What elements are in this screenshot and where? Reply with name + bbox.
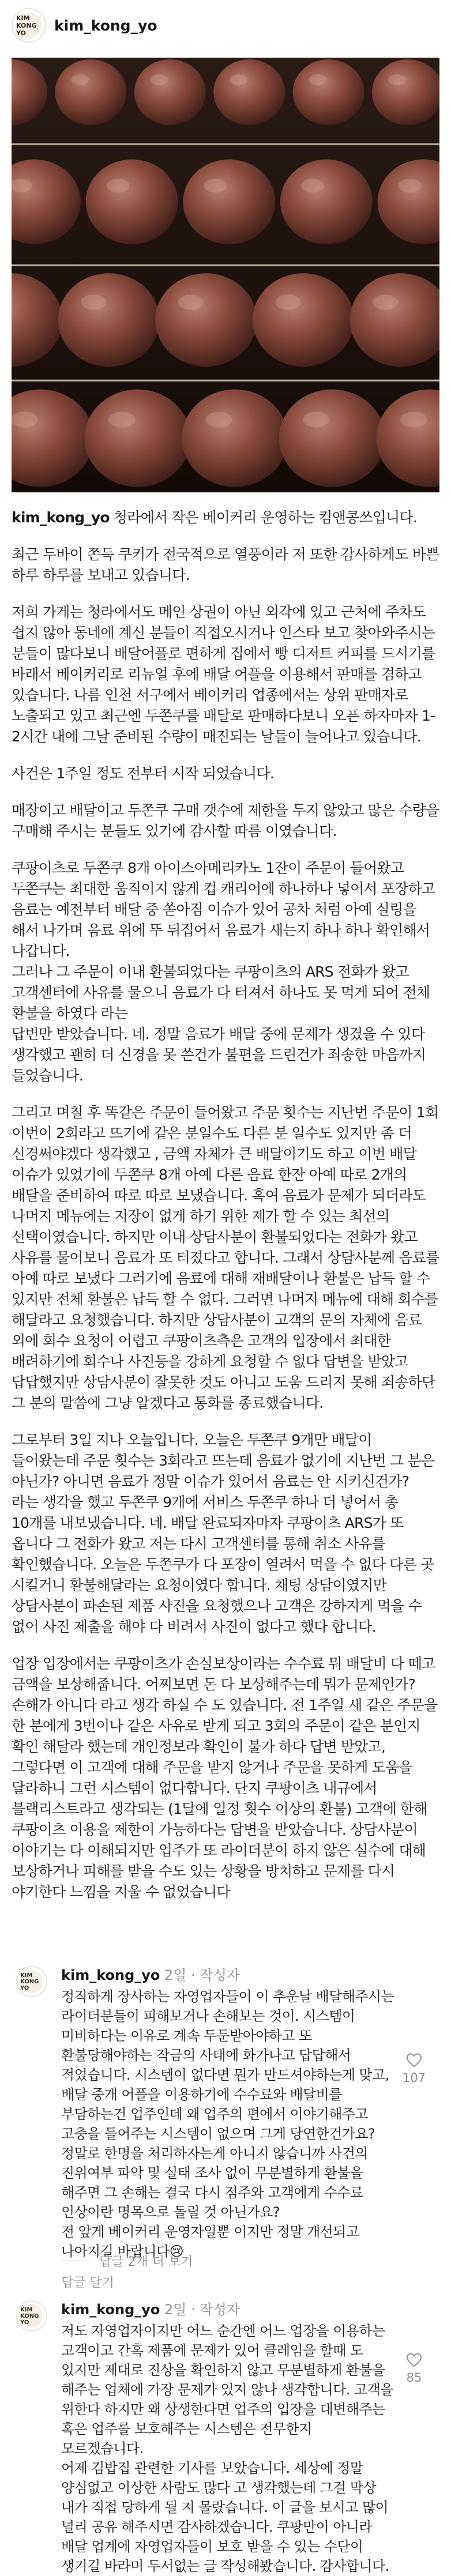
comment-time: 2일 · 작성자 [164, 1967, 240, 1983]
bun-highlight [204, 179, 227, 193]
bun-highlight [230, 74, 247, 85]
bun-highlight [301, 179, 324, 193]
caption-paragraph-intro [12, 507, 439, 528]
bakery-logo-icon [20, 1970, 43, 1993]
bun-highlight [303, 412, 329, 428]
bakery-logo-icon [20, 2304, 43, 2328]
comment-meta [61, 1966, 396, 1984]
bread-bun [182, 389, 288, 487]
like-count: 107 [402, 2071, 426, 2085]
bread-bun [253, 273, 354, 367]
avatar[interactable] [12, 8, 46, 43]
avatar-logo-text: KIM KONG YO [20, 1972, 39, 1991]
heart-icon [406, 2352, 422, 2367]
bread-bun [85, 389, 191, 487]
caption-paragraph: 매장이고 배달이고 두쫀쿠 구매 갯수에 제한을 두지 않았고 많은 수량을 구매해 주시는 분들도 있기에 감사할 따름 이였습니다. [12, 802, 439, 839]
bun-highlight [178, 295, 204, 310]
caption-username[interactable]: kim_kong_yo [12, 509, 110, 526]
avatar-logo-text: KIM KONG YO [20, 2306, 39, 2326]
comment-avatar[interactable] [16, 1966, 47, 1997]
view-replies-label: 답글 2개 더 보기 [99, 2255, 193, 2269]
bun-highlight [309, 74, 327, 85]
caption-text: 청라에서 작은 베이커리 운영하는 킴앤콩쓰입니다. [113, 509, 417, 526]
post-header [0, 0, 451, 51]
bread-bun [58, 273, 160, 367]
comment-body [61, 2300, 396, 2576]
bun-highlight [400, 412, 427, 428]
bread-bun [183, 159, 275, 244]
comment [12, 1966, 439, 2290]
comment-body [61, 1966, 396, 2291]
like-button[interactable] [397, 2352, 431, 2385]
bread-bun [293, 59, 364, 125]
comment-avatar[interactable] [16, 2300, 47, 2332]
bun-highlight [71, 74, 89, 85]
username[interactable]: kim_kong_yo [54, 17, 157, 34]
bread-bun [280, 159, 373, 244]
caption-paragraph: 업장 입장에서는 쿠팡이츠가 손실보상이라는 수수료 뭐 배달비 다 떼고 금액을 보상해줍니다. 어찌보면 돈 다 보상해주는데 뭐가 문제인가? 손해가 아니다 라고 생각 하실 수 도 있습니다. 전 1주일 새 같은 주문을 한 분에게 3번이나 같은 사유로 받게 되고 3회의 주문이 같은 분인지 확인 해달라 했는데 개인정보라 확인이 불가 하다 답변 받았고, 그렇다면 이 고객에 대해 주문을 받지 않거나 주문을 못하게 도움을 달라하니 그런 시스템이 없다합니다. 단지 쿠팡이츠 내규에서 블랙리스트라고 생각되는 (1달에 일정 횟수 이상의 환불) 고객에 한해 쿠팡이츠 이용을 제한이 가능하다는 답변을 받았습니다. 상담사분이 이야기는 다 이해되지만 업주가 또 라이더분이 하지 않은 실수에 대해 보상하거나 피해를 받을 수도 있는 상황을 방치하고 문제를 다시 야기한다 느낌을 지울 수 없었습니다 [12, 1655, 438, 1900]
bun-highlight [12, 412, 37, 428]
bread-bun [155, 273, 257, 367]
comment-time: 2일 · 작성자 [164, 2302, 240, 2318]
bun-highlight [373, 295, 398, 310]
view-more-replies[interactable] [61, 2252, 193, 2270]
comment-text: 정직하게 장사하는 자영업자들이 이 추운날 배달해주시는 라이더분들이 피해보거나 손해보는 것이. 시스템이 미비하다는 이유로 계속 두둔받아야하고 또 환불당해야하는 작금의 사태에 화가나고 답답해서 적었습니다. 시스템이 없다면 뭔가 만드셔야하는게 맞고, 배달 중개 어플을 이용하기에 수수료와 배달비를 부담하는건 업주인데 왜 업주의 편에서 이야기해주고 고충을 들어주는 시스템이 없으며 그게 당연한건가요? 정말로 한명을 처리하자는게 아니지 않습니까 사건의 진위여부 파악 및 실태 조사 없이 무분별하게 환불을 해주면 그 손해는 결국 다시 점주와 고객에게 수수료 인상이란 명목으로 돌릴 것 아닌가요? 전 앞게 베이커리 운영자일뿐 이지만 정말 개선되고 나아지길 바랍니다😢 [61, 1989, 394, 2259]
bun-highlight [108, 412, 135, 428]
bread-bun [213, 59, 285, 125]
bread-bun [279, 389, 385, 487]
bun-highlight [151, 74, 168, 85]
bun-highlight [388, 74, 406, 85]
avatar-logo-text: KIM KONG YO [16, 14, 37, 37]
caption-paragraph: 그로부터 3일 지나 오늘입니다. 오늘은 두쫀쿠 9개만 배달이 들어왔는데 주문 횟수는 3회라고 뜨는데 음료가 없기에 지난번 그 분은 아닌가? 아니면 음료가 정말 이슈가 있어서 음료는 안 시키신건가? 라는 생각을 했고 두쫀쿠 9개에 서비스 두쫀쿠 하나 더 넣어서 총 10개를 내보냈습니다. 네. 배달 완료되자마자 쿠팡이츠 ARS가 또 옵니다 그 전화가 왔고 저는 다시 고객센터를 통해 취소 사유를 확인했습니다. 오늘은 두쫀쿠가 다 포장이 열려서 먹을 수 없다 다른 곳 시킬거니 환불해달라는 요청이였다 합니다. 채팅 상담이였지만 상담사분이 파손된 제품 사진을 요청했으나 고객은 강하지게 먹을 수 없어 사진 제출을 해야 다 버려서 사진이 없다고 했다 합니다. [12, 1432, 435, 1635]
comment-meta [61, 2300, 396, 2319]
bread-tray-image [12, 58, 439, 492]
caption-paragraph: 저희 가게는 청라에서도 메인 상권이 아닌 외각에 있고 근처에 주차도 쉽지 않아 동네에 계신 분들이 직접오시거나 인스타 보고 찾아와주시는 분들이 많다보니 배달어플로 편하게 집에서 빵 디저트 커피를 드시기를 바래서 베이커리로 리뉴얼 후에 배달 어플을 이용해서 판매를 겸하고 있습니다. 나름 인천 서구에서 베이커리 업종에서는 상위 판매자로 노출되고 있고 최근엔 두쫀쿠를 배달로 판매하다보니 오픈 하자마자 1-2시간 내에 그날 준비된 수량이 매진되는 날들이 늘어나고 있습니다. [12, 604, 435, 745]
like-count: 85 [406, 2371, 422, 2385]
caption-paragraph: 그리고 며칠 후 똑같은 주문이 들어왔고 주문 횟수는 지난번 주문이 1회 이번이 2회라고 뜨기에 같은 분일수도 다른 분 일수도 있지만 좀 더 신경써야겠다 생각했고 , 금액 자체가 큰 배달이기도 하고 이번 배달 이슈가 있었기에 두쫀쿠 8개 아예 다른 음료 한잔 아예 따로 2개의 배달을 준비하여 따로 따로 보냈습니다. 혹여 음료가 문제가 되더라도 나머지 메뉴에는 지장이 없게 하기 위한 제가 할 수 있는 최선의 선택이였습니다. 하지만 이내 상담사분이 환불되었다는 전화가 왔고 사유를 물어보니 음료가 또 터졌다고 합니다. 그래서 상담사분께 음료를 아예 따로 보냈다 그러기에 음료에 대해 재배달이나 환불은 납득 할 수 있지만 전체 환불은 납득 할 수 없다. 그러면 나머지 메뉴에 대해 회수를 해달라고 요청했습니다. 하지만 상담사분이 고객의 문의 자체에 음료 외에 회수 요청이 어렵고 쿠팡이츠측은 고객의 입장에서 최대한 배려하기에 회수나 사진등을 강하게 요청할 수 없다 답변을 받았고 답답했지만 상담사분이 잘못한 것도 아니고 도움 드리지 못해 죄송하단 그 분의 말씀에 그냥 알겠다고 통화를 종료했습니다. [12, 1104, 439, 1411]
bread-bun [55, 59, 126, 125]
bread-bun [134, 59, 206, 125]
heart-icon [406, 2052, 422, 2067]
caption-paragraph: 쿠팡이츠로 두쫀쿠 8개 아이스아메리카노 1잔이 주문이 들어왔고 두쫀쿠는 최대한 움직이지 않게 컵 캐리어에 하나하나 넣어서 포장하고 음료는 예전부터 배달 중 쏟아짐 이슈가 있어 공차 처럼 아예 실링을 해서 나가며 음료 위에 뚜 뒤집어서 음료가 새는지 하나 하나 확인해서 나갑니다. 그러나 그 주문이 이내 환불되었다는 쿠팡이츠의 ARS 전화가 왔고 고객센터에 사유를 물으니 음료가 다 터져서 하나도 못 먹게 되어 전체 환불을 하였다 라는 답변만 받았습니다. 네. 정말 음료가 배달 중에 문제가 생겼을 수 있다 생각했고 괜히 더 신경을 못 쓴건가 불편을 드린건가 죄송한 마음까지 들었습니다. [12, 860, 435, 1084]
bun-highlight [399, 179, 422, 193]
like-button[interactable] [397, 2052, 431, 2085]
bread-bun [86, 159, 178, 244]
reply-button[interactable]: 답글 달기 [61, 2276, 115, 2290]
comment-text: 저도 자영업자이지만 어느 순간엔 어느 업장을 이용하는 고객이고 간혹 제품에 문제가 있어 클레임을 할때 도 있지만 제대로 진상을 확인하지 않고 무분별하게 환불을 해주는 업체에 가장 문제가 있지 않나 생각합니다. 고객을 위한다 하지만 왜 상생한다면 업주의 입장을 대변해주는 혹은 업주를 보호해주는 시스템은 전무한지 모르겠습니다. 어제 김밥집 관련한 기사를 보았습니다. 세상에 정말 양심없고 이상한 사람도 많다 고 생각했는데 그걸 막상 내가 직접 당하게 될 지 몰랐습니다. 이 글을 보시고 많이 널리 공유 해주시면 감사하겠습니다. 쿠팡만이 아니라 배달 업계에 자영업자들이 보호 받을 수 있는 수단이 생기길 바라며 두서없는 글 작성해봤습니다. 감사합니다. [61, 2323, 393, 2574]
comment-author[interactable]: kim_kong_yo [61, 2302, 160, 2318]
caption-paragraph: 사건은 1주일 정도 전부터 시작 되었습니다. [12, 765, 274, 782]
bun-highlight [206, 412, 232, 428]
bun-highlight [81, 295, 106, 310]
post-caption [12, 507, 439, 1919]
bun-highlight [107, 179, 130, 193]
caption-paragraph: 최근 두바이 쫀득 쿠키가 전국적으로 열풍이라 저 또한 감사하게도 바쁜 하루 하루를 보내고 있습니다. [12, 546, 439, 583]
comment [12, 2300, 439, 2574]
post-photo[interactable] [12, 58, 439, 492]
comment-author[interactable]: kim_kong_yo [61, 1967, 160, 1983]
bun-highlight [276, 295, 301, 310]
bakery-logo-icon [16, 13, 42, 38]
